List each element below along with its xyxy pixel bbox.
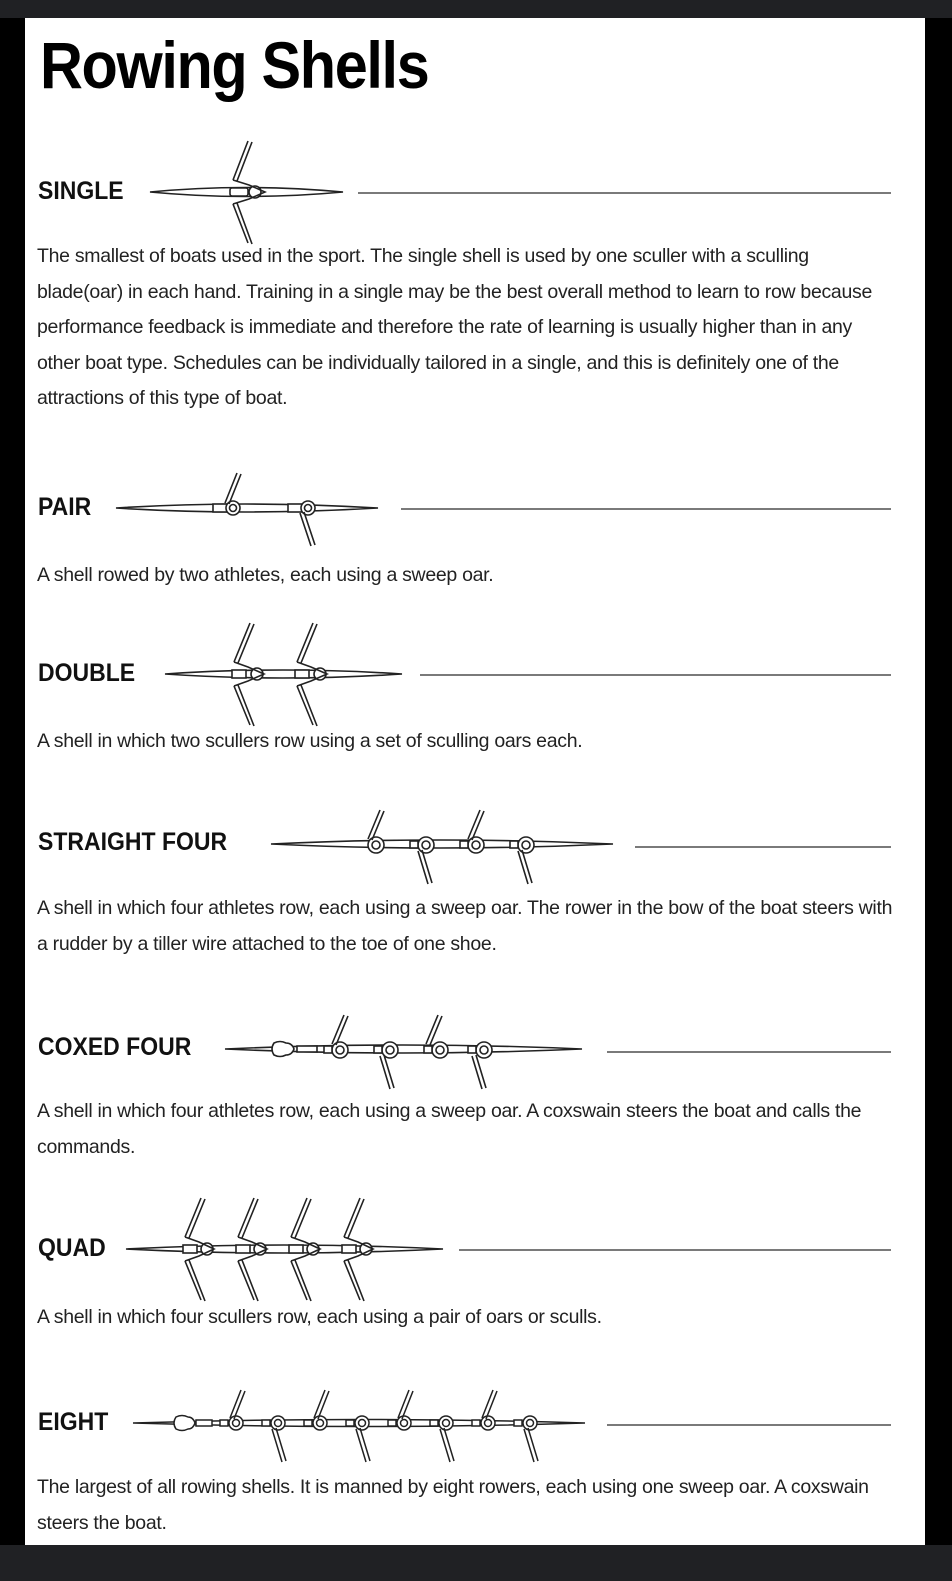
answer-line xyxy=(420,674,891,676)
shell-label: PAIR xyxy=(38,493,92,521)
answer-line xyxy=(607,1051,891,1053)
answer-line xyxy=(635,846,891,848)
eight-sweep-shell-icon xyxy=(130,1378,590,1468)
shell-label: DOUBLE xyxy=(38,659,136,687)
single-scull-shell-icon xyxy=(145,133,350,249)
quad-scull-shell-icon xyxy=(123,1193,448,1305)
worksheet-page xyxy=(25,18,925,1545)
shell-label: COXED FOUR xyxy=(38,1033,192,1061)
answer-line xyxy=(401,508,891,510)
answer-line xyxy=(358,192,891,194)
answer-line xyxy=(607,1424,891,1426)
window-bottom-bar xyxy=(0,1545,952,1581)
double-scull-shell-icon xyxy=(162,618,407,730)
shell-description: The smallest of boats used in the sport. The single shell is used by one sculler with a sculling blade(oar) in each hand. Training in a single may be the best overall method to learn to row because performance feedback is immediate and therefore the rate of learning is usually higher than in any other boat type. Schedules can be individually tailored in a single, and this is definitely one of the attractions of this type of boat. xyxy=(37,245,873,409)
coxed-four-shell-icon xyxy=(222,1013,587,1093)
shell-description: The largest of all rowing shells. It is manned by eight rowers, each using one sweep oar. A coxswain steers the boat. xyxy=(37,1476,869,1534)
page-title: Rowing Shells xyxy=(40,28,429,102)
shell-description: A shell in which four athletes row, each using a sweep oar. The rower in the bow of the boat steers with a rudder by a tiller wire attached to the toe of one shoe. xyxy=(37,897,893,955)
shell-description: A shell rowed by two athletes, each using a sweep oar. xyxy=(37,564,494,586)
window-top-bar xyxy=(0,0,952,18)
shell-description: A shell in which two scullers row using a set of sculling oars each. xyxy=(37,730,583,752)
shell-description: A shell in which four athletes row, each using a sweep oar. A coxswain steers the boat and calls the commands. xyxy=(37,1100,862,1158)
shell-label: EIGHT xyxy=(38,1408,109,1436)
shell-label: SINGLE xyxy=(38,177,124,205)
shell-description: A shell in which four scullers row, each using a pair of oars or sculls. xyxy=(37,1306,602,1328)
straight-four-shell-icon xyxy=(268,808,618,888)
shell-label: STRAIGHT FOUR xyxy=(38,828,228,856)
shell-label: QUAD xyxy=(38,1234,106,1262)
answer-line xyxy=(459,1249,891,1251)
pair-sweep-shell-icon xyxy=(113,468,383,553)
